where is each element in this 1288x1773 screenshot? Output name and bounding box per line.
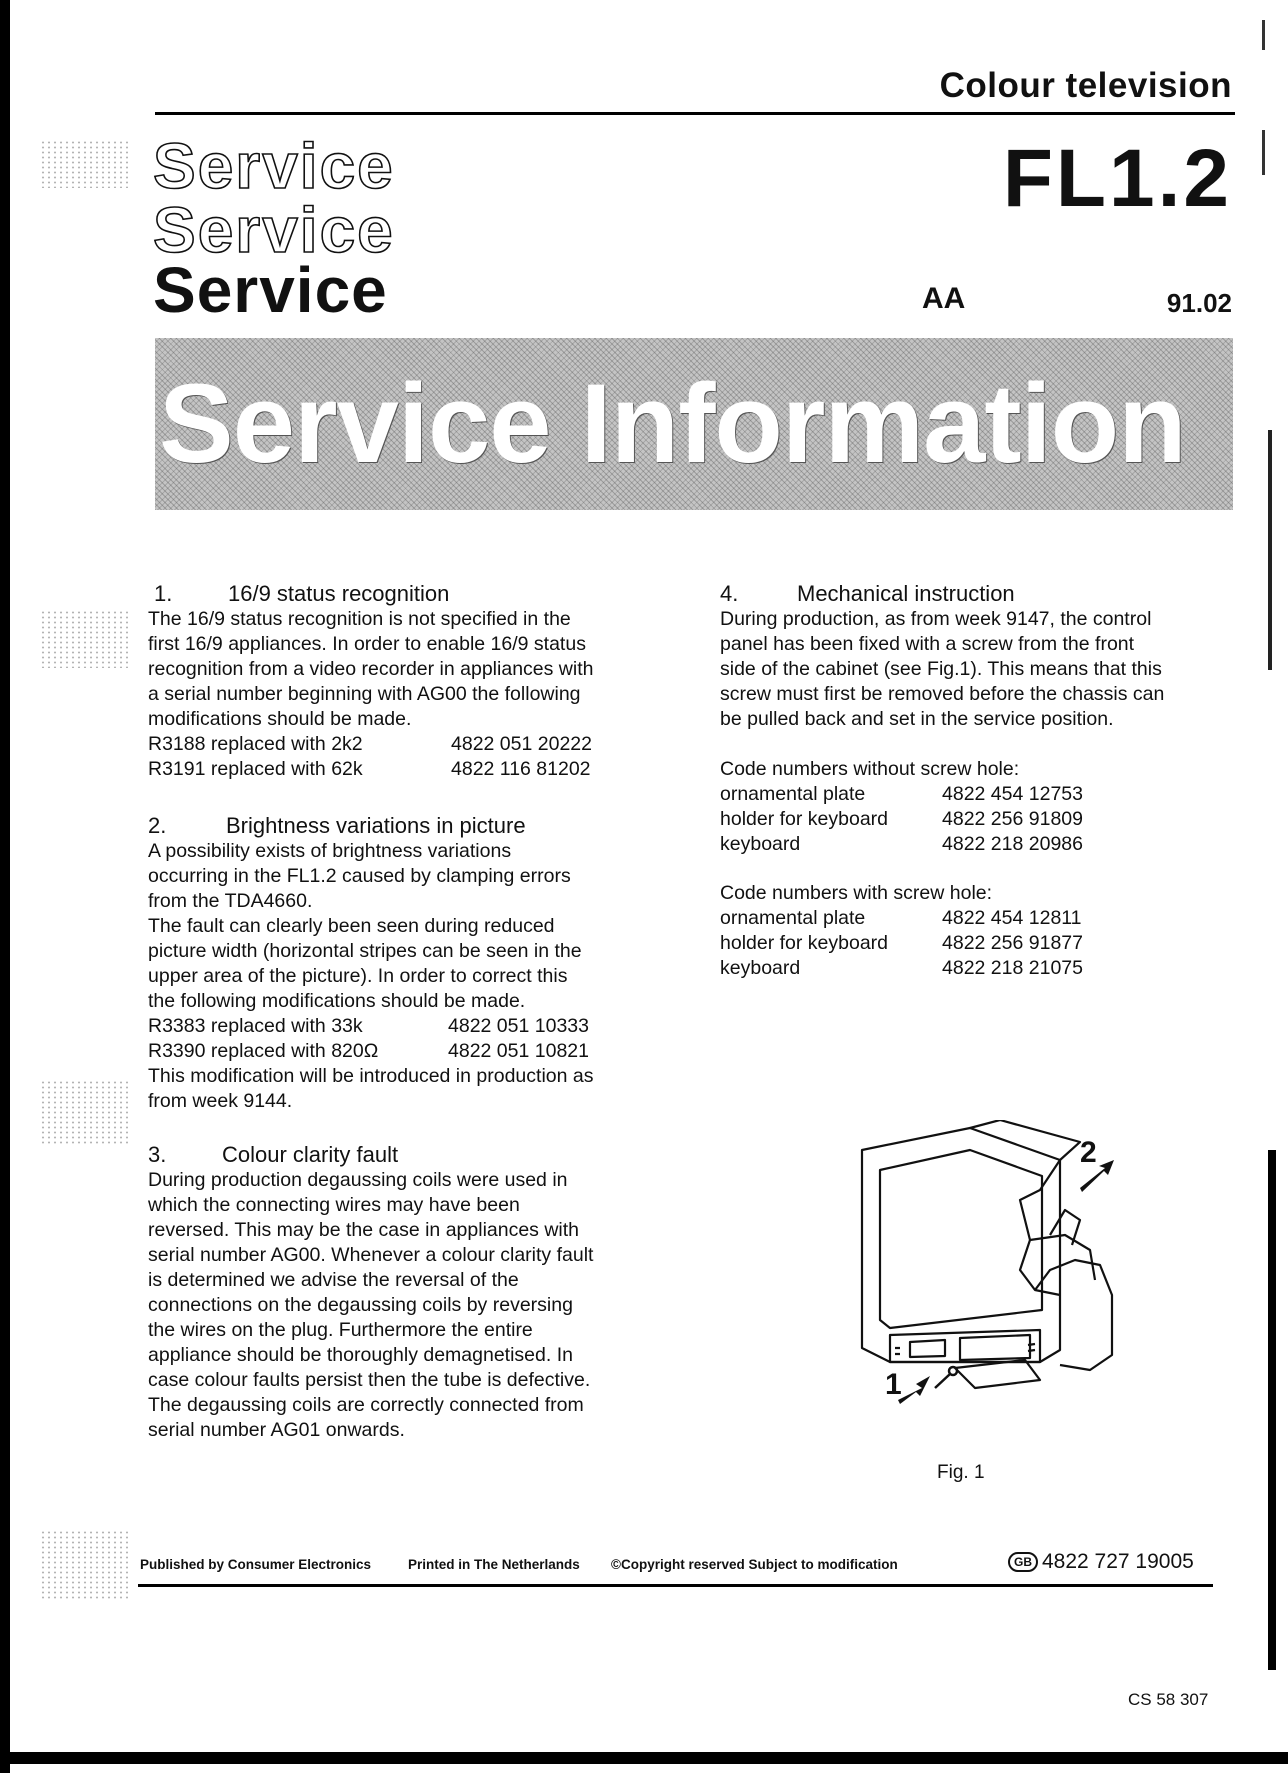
section-3-body <box>148 1168 673 1443</box>
service-information-banner <box>155 338 1233 510</box>
section-3-number: 3. <box>148 1142 167 1167</box>
body-line: a serial number beginning with AG00 the following <box>148 683 581 705</box>
codes-heading: Code numbers with screw hole: <box>720 882 993 904</box>
code-number: 4822 256 91877 <box>942 932 1083 954</box>
body-line: upper area of the picture). In order to correct this <box>148 965 568 987</box>
section-1-number: 1. <box>154 581 173 606</box>
code-number: 4822 218 21075 <box>942 957 1083 979</box>
section-2 <box>148 812 673 1114</box>
tv-screen <box>880 1150 1042 1328</box>
banner-title: Service Information <box>159 361 1186 486</box>
footer-code-number: 4822 727 19005 <box>1042 1550 1194 1573</box>
scan-edge-left <box>0 0 10 1773</box>
body-line: be pulled back and set in the service position. <box>720 708 1114 730</box>
section-1-title: 16/9 status recognition <box>228 581 450 606</box>
model-number: FL1.2 <box>1002 133 1232 224</box>
keyboard-holder <box>960 1335 1030 1360</box>
code-description: holder for keyboard <box>720 808 889 830</box>
binder-hole-speckle <box>40 610 128 668</box>
body-line: The 16/9 status recognition is not specified in the <box>148 608 571 630</box>
section-2-number: 2. <box>148 813 167 838</box>
codes-without-screw-hole <box>720 757 1230 857</box>
screw-icon <box>935 1367 957 1388</box>
code-number: 4822 218 20986 <box>942 833 1083 855</box>
section-4-title: Mechanical instruction <box>797 581 1015 606</box>
left-column <box>148 580 673 1443</box>
part-description: R3191 replaced with 62k <box>148 758 363 780</box>
code-row <box>720 832 1230 857</box>
header-rule <box>155 112 1235 115</box>
control-panel-slot <box>910 1340 945 1357</box>
scan-mark <box>1262 130 1265 175</box>
arrow-1-icon <box>898 1376 930 1404</box>
part-code: 4822 051 10333 <box>448 1015 589 1037</box>
footer-rule <box>138 1584 1213 1587</box>
tv-chassis-edge <box>1030 1235 1095 1280</box>
body-line: the wires on the plug. Furthermore the entire <box>148 1319 533 1341</box>
code-row <box>720 807 1230 832</box>
body-line: side of the cabinet (see Fig.1). This means that this <box>720 658 1162 680</box>
body-line: recognition from a video recorder in appliances with <box>148 658 594 680</box>
code-description: holder for keyboard <box>720 932 889 954</box>
body-line: modifications should be made. <box>148 708 412 730</box>
service-logo-solid: Service <box>153 254 388 326</box>
service-logo-outline-1: Service <box>153 130 395 202</box>
part-row <box>148 1039 673 1064</box>
service-logo-outline-2: Service <box>153 194 395 266</box>
step-1-label: 1 <box>885 1368 902 1401</box>
issue-date: 91.02 <box>1166 288 1232 318</box>
body-line: connections on the degaussing coils by reversing <box>148 1294 573 1316</box>
body-line: The fault can clearly been seen during reduced <box>148 915 555 937</box>
body-line: During production degaussing coils were used in <box>148 1169 568 1191</box>
codes-heading: Code numbers without screw hole: <box>720 758 1020 780</box>
code-description: ornamental plate <box>720 783 866 805</box>
body-line: the following modifications should be made. <box>148 990 526 1012</box>
body-line: serial number AG01 onwards. <box>148 1419 405 1441</box>
code-description: keyboard <box>720 957 801 979</box>
footer-copyright: ©Copyright reserved Subject to modification <box>611 1557 898 1572</box>
scan-edge-bottom <box>0 1752 1288 1764</box>
section-4 <box>720 580 1230 981</box>
grille-marks <box>895 1344 1035 1354</box>
body-line: case colour faults persist then the tube is defective. <box>148 1369 591 1391</box>
code-number: 4822 454 12753 <box>942 783 1083 805</box>
code-number: 4822 454 12811 <box>942 907 1082 929</box>
right-column <box>720 580 1230 981</box>
code-description: keyboard <box>720 833 801 855</box>
body-line: The degaussing coils are correctly connected from <box>148 1394 584 1416</box>
cs-code: CS 58 307 <box>1128 1690 1209 1709</box>
scan-mark <box>1262 20 1265 50</box>
body-line: picture width (horizontal stripes can be seen in the <box>148 940 582 962</box>
part-description: R3390 replaced with 820Ω <box>148 1040 379 1062</box>
scan-edge-right <box>1268 1150 1276 1670</box>
body-line: panel has been fixed with a screw from the front <box>720 633 1135 655</box>
control-panel-drawer <box>955 1360 1040 1388</box>
section-2-body <box>148 839 673 1114</box>
section-1-body <box>148 607 673 782</box>
binder-hole-speckle <box>40 1530 128 1600</box>
footer-published: Published by Consumer Electronics <box>140 1557 372 1572</box>
code-row <box>720 906 1230 931</box>
body-line: first 16/9 appliances. In order to enable 16/9 status <box>148 633 586 655</box>
body-line: serial number AG00. Whenever a colour clarity fault <box>148 1244 594 1266</box>
body-line: During production, as from week 9147, the control <box>720 608 1152 630</box>
model-variant: AA <box>922 282 966 315</box>
section-1 <box>148 580 673 782</box>
body-line: from the TDA4660. <box>148 890 313 912</box>
part-code: 4822 051 20222 <box>451 733 592 755</box>
section-3-title: Colour clarity fault <box>222 1142 399 1167</box>
section-2-title: Brightness variations in picture <box>226 813 526 838</box>
body-line: which the connecting wires may have been <box>148 1194 520 1216</box>
section-3 <box>148 1141 673 1443</box>
footer-document-code <box>1008 1550 1194 1574</box>
tv-rear-cabinet <box>1035 1260 1112 1370</box>
section-4-number: 4. <box>720 581 739 606</box>
step-2-label: 2 <box>1080 1136 1097 1169</box>
section-1-heading <box>148 580 673 607</box>
binder-hole-speckle <box>40 1080 128 1144</box>
tv-cabinet-top <box>970 1120 1080 1160</box>
part-row <box>148 757 673 782</box>
code-row <box>720 956 1230 981</box>
body-line: screw must first be removed before the chassis can <box>720 683 1165 705</box>
body-line: This modification will be introduced in production as <box>148 1065 594 1087</box>
body-line: appliance should be thoroughly demagnetised. In <box>148 1344 573 1366</box>
body-line: is determined we advise the reversal of the <box>148 1269 519 1291</box>
footer-printed: Printed in The Netherlands <box>408 1557 580 1572</box>
part-row <box>148 732 673 757</box>
code-description: ornamental plate <box>720 907 866 929</box>
body-line: reversed. This may be the case in appliances with <box>148 1219 580 1241</box>
part-description: R3383 replaced with 33k <box>148 1015 363 1037</box>
section-3-heading <box>148 1141 673 1168</box>
part-code: 4822 051 10821 <box>448 1040 589 1062</box>
part-row <box>148 1014 673 1039</box>
body-line: occurring in the FL1.2 caused by clamping errors <box>148 865 571 887</box>
part-description: R3188 replaced with 2k2 <box>148 733 363 755</box>
body-line: A possibility exists of brightness variations <box>148 840 512 862</box>
figure-1-tv-drawing <box>850 1120 1140 1420</box>
code-row <box>720 931 1230 956</box>
code-row <box>720 782 1230 807</box>
product-category: Colour television <box>939 66 1232 105</box>
section-4-body <box>720 607 1230 732</box>
scan-edge-right-upper <box>1268 430 1272 670</box>
tv-cutaway-detail <box>1050 1210 1080 1245</box>
figure-1-caption: Fig. 1 <box>937 1462 985 1483</box>
section-4-heading <box>720 580 1230 607</box>
binder-hole-speckle <box>40 140 128 188</box>
codes-with-screw-hole <box>720 881 1230 981</box>
gb-country-badge: GB <box>1008 1552 1038 1572</box>
body-line: from week 9144. <box>148 1090 293 1112</box>
part-code: 4822 116 81202 <box>451 758 591 780</box>
section-2-heading <box>148 812 673 839</box>
code-number: 4822 256 91809 <box>942 808 1083 830</box>
